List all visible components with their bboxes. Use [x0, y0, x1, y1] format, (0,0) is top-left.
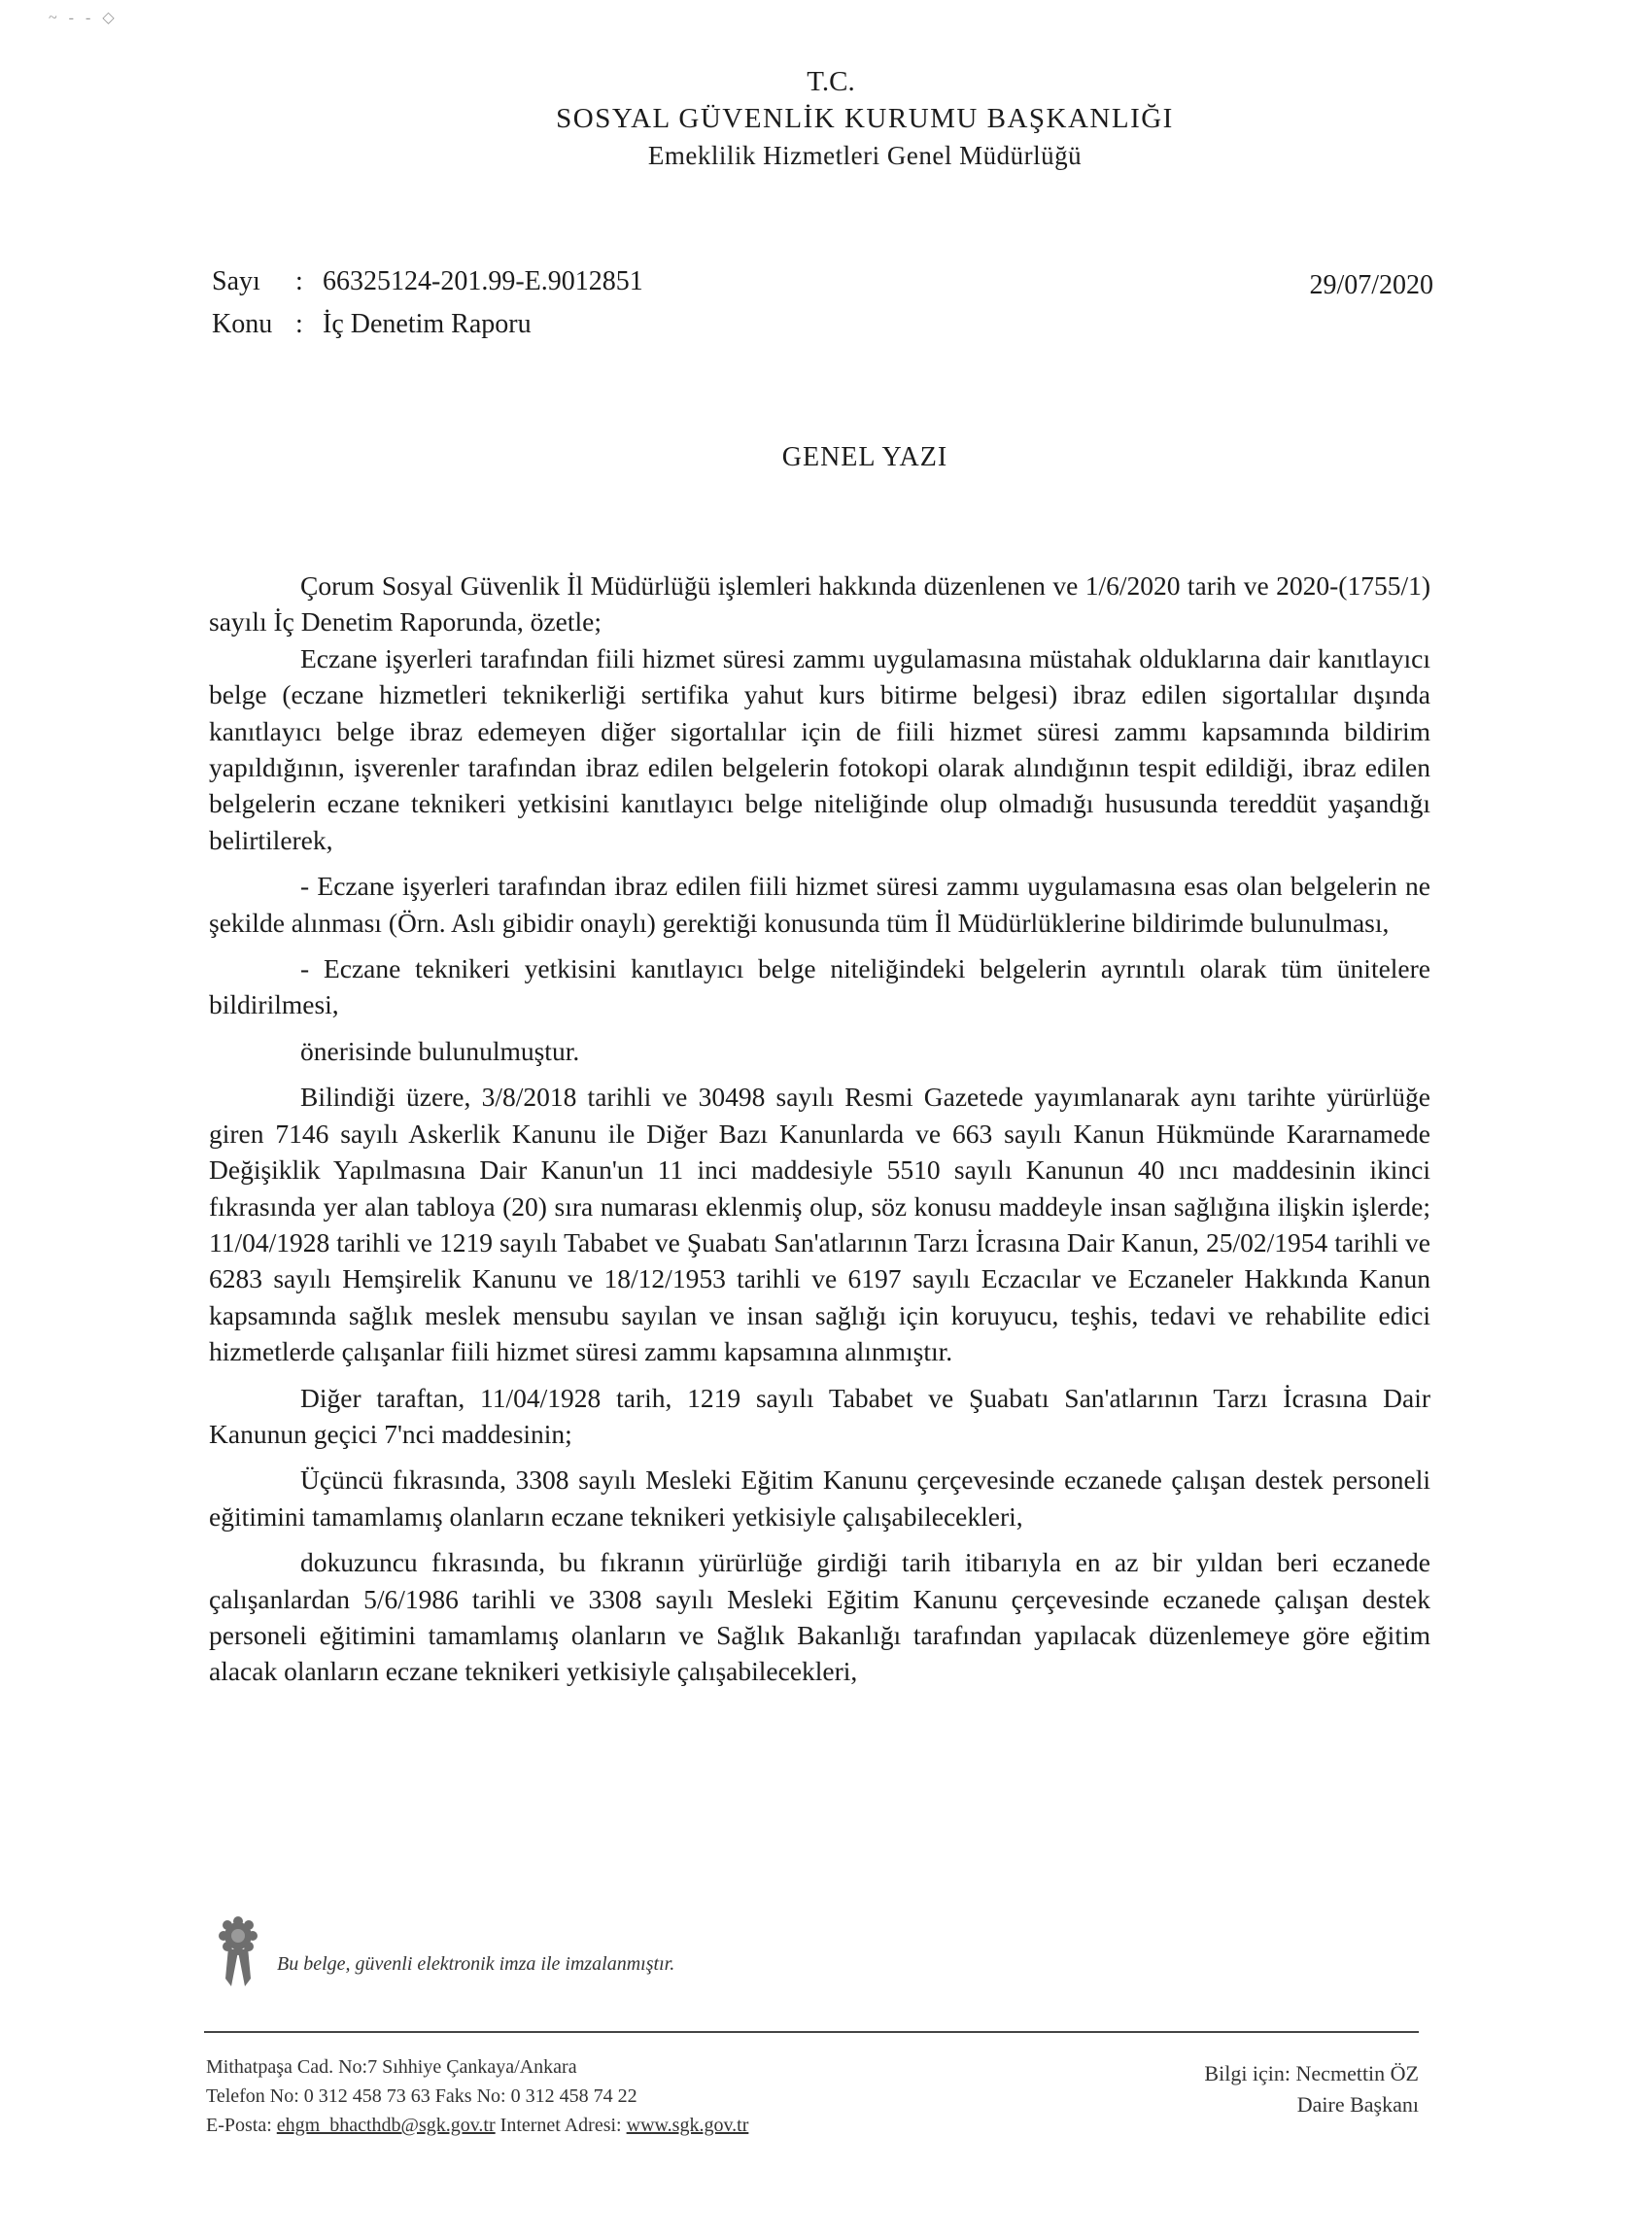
paragraph-conclusion: önerisinde bulunulmuştur.	[300, 1035, 580, 1066]
paragraph-recommendation-2: - Eczane teknikeri yetkisini kanıtlayıcı belge niteliğindeki belgelerin ayrıntılı olarak tüm ünitelere bildirilmesi,	[209, 953, 1430, 1020]
seal-icon	[209, 1912, 267, 1990]
e-signature-block	[209, 1912, 1084, 1990]
meta-sayi	[212, 262, 643, 301]
footer-divider	[204, 2031, 1419, 2033]
web-label: Internet Adresi:	[499, 2115, 622, 2136]
letterhead	[0, 63, 1652, 174]
paragraph-ninth-clause: dokuzuncu fıkrasında, bu fıkranın yürürlüğe girdiği tarih itibarıyla en az bir yıldan beri eczanede çalışanlardan 5/6/1986 tarihli ve 3308 sayılı Mesleki Eğitim Kanunu çerçevesinde eczanede çalışan destek personeli eğitimini tamamlamış olanların ve Sağlık Bakanlığı tarafından yapılacak düzenlemeye göre eğitim alacak olanların eczane teknikeri yetkisiyle çalışabilecekleri,	[209, 1547, 1430, 1687]
sayi-value: 66325124-201.99-E.9012851	[323, 266, 643, 296]
paragraph-findings: Eczane işyerleri tarafından fiili hizmet süresi zammı uygulamasına müstahak olduklarına dair kanıtlayıcı belge (eczane hizmetleri teknikerliği sertifika yahut kurs bitirme belgesi) ibraz edilen sigortalılar dışında kanıtlayıcı belge ibraz edemeyen diğer sigortalılar için de fiili hizmet süresi zammı kapsamında bildirim yapıldığının, işverenler tarafından ibraz edilen belgelerin fotokopi olarak alındığının tespit edildiği, ibraz edilen belgelerin eczane teknikeri yetkisini kanıtlayıcı belge niteliğinde olup olmadığı hususunda tereddüt yaşandığı belirtilerek,	[209, 642, 1430, 855]
konu-label: Konu	[212, 309, 273, 339]
footer-info-contact	[1204, 2058, 1419, 2120]
paragraph-third-clause: Üçüncü fıkrasında, 3308 sayılı Mesleki Eğitim Kanunu çerçevesinde eczanede çalışan destek personeli eğitimini tamamlamış olanların eczane teknikeri yetkisiyle çalışabilecekleri,	[209, 1464, 1430, 1532]
paragraph-intro: Çorum Sosyal Güvenlik İl Müdürlüğü işlemleri hakkında düzenlenen ve 1/6/2020 tarih ve 2020-(1755/1) sayılı İç Denetim Raporunda, özetle;	[209, 570, 1430, 637]
e-signature-text: Bu belge, güvenli elektronik imza ile imzalanmıştır.	[277, 1953, 675, 1975]
document-title: GENEL YAZI	[781, 442, 948, 472]
info-contact-name: Bilgi için: Necmettin ÖZ	[1204, 2061, 1419, 2085]
header-tc: T.C.	[807, 66, 855, 97]
footer-email-web	[206, 2111, 748, 2140]
email-link[interactable]: ehgm_bhacthdb@sgk.gov.tr	[276, 2115, 496, 2136]
document-date: 29/07/2020	[1309, 270, 1433, 300]
sayi-label: Sayı	[212, 266, 260, 296]
paragraph-legal-basis: Bilindiği üzere, 3/8/2018 tarihli ve 30498 sayılı Resmi Gazetede yayımlanarak aynı tarihte yürürlüğe giren 7146 sayılı Askerlik Kanunu ile Diğer Bazı Kanunlarda ve 663 sayılı Kanun Hükmünde Kararnamede Değişiklik Yapılmasına Dair Kanun'un 11 inci maddesiyle 5510 sayılı Kanunun 40 ıncı maddesinin ikinci fıkrasında yer alan tabloya (20) sıra numarası eklenmiş olup, söz konusu maddeyle insan sağlığına ilişkin işlerde; 11/04/1928 tarihli ve 1219 sayılı Tababet ve Şuabatı San'atlarının Tarzı İcrasına Dair Kanun, 25/02/1954 tarihli ve 6283 sayılı Hemşirelik Kanunu ve 18/12/1953 tarihli ve 6197 sayılı Eczacılar ve Eczaneler Hakkında Kanun kapsamında sağlık meslek mensubu sayılan ve insan sağlığı için koruyucu, teşhis, tedavi ve rehabilite edici hizmetlerde çalışanlar fiili hizmet süresi zammı kapsamına alınmıştır.	[209, 1082, 1430, 1367]
document-body	[209, 568, 1430, 1690]
paragraph-other-side: Diğer taraftan, 11/04/1928 tarih, 1219 sayılı Tababet ve Şuabatı San'atlarının Tarzı İcrasına Dair Kanunun geçici 7'nci maddesinin;	[209, 1382, 1430, 1449]
web-link[interactable]: www.sgk.gov.tr	[626, 2115, 749, 2136]
sayi-colon: :	[295, 266, 303, 296]
header-organization: SOSYAL GÜVENLİK KURUMU BAŞKANLIĞI	[556, 103, 1174, 134]
info-contact-title: Daire Başkanı	[1296, 2092, 1419, 2117]
footer-phone: Telefon No: 0 312 458 73 63 Faks No: 0 312 458 74 22	[206, 2085, 637, 2107]
header-unit: Emeklilik Hizmetleri Genel Müdürlüğü	[647, 141, 1083, 170]
email-label: E-Posta:	[206, 2115, 272, 2136]
konu-value: İç Denetim Raporu	[323, 309, 532, 339]
scan-mark: ~ - - ◇	[49, 10, 119, 26]
footer-address: Mithatpaşa Cad. No:7 Sıhhiye Çankaya/Ankara	[206, 2056, 577, 2078]
footer-contact-details	[206, 2052, 748, 2140]
meta-konu	[212, 305, 532, 344]
konu-colon: :	[295, 309, 303, 339]
paragraph-recommendation-1: - Eczane işyerleri tarafından ibraz edilen fiili hizmet süresi zammı uygulamasına esas olan belgelerin ne şekilde alınması (Örn. Aslı gibidir onaylı) gerektiği konusunda tüm İl Müdürlüklerine bildirimde bulunulması,	[209, 871, 1430, 938]
